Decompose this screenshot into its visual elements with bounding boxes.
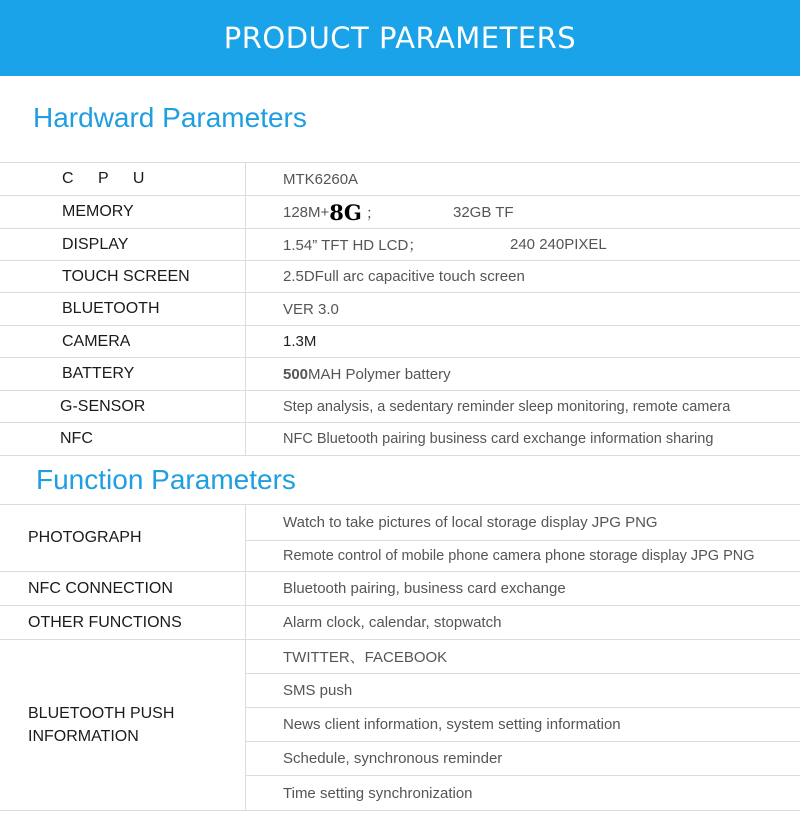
page-title: PRODUCT PARAMETERS bbox=[223, 21, 577, 55]
memory-ram-highlight: 8G bbox=[329, 199, 362, 225]
other-functions-label: OTHER FUNCTIONS bbox=[28, 613, 182, 631]
display-size: 1.54” TFT HD LCD； bbox=[283, 237, 424, 254]
camera-label: CAMERA bbox=[62, 332, 131, 350]
header-banner bbox=[0, 0, 800, 76]
memory-ram-prefix: 128M+ bbox=[283, 203, 330, 221]
bluetooth-push-item: SMS push bbox=[283, 682, 353, 699]
bluetooth-push-item: Time setting synchronization bbox=[283, 784, 473, 802]
nfc-label: NFC bbox=[60, 430, 93, 447]
display-label: DISPLAY bbox=[62, 235, 129, 253]
touch-screen-value: 2.5DFull arc capacitive touch screen bbox=[283, 268, 525, 285]
camera-value: 1.3M bbox=[283, 333, 317, 350]
touch-screen-label: TOUCH SCREEN bbox=[62, 267, 190, 285]
function-section-title: Function Parameters bbox=[36, 464, 296, 495]
column-divider bbox=[245, 504, 246, 810]
other-functions-value: Alarm clock, calendar, stopwatch bbox=[283, 614, 502, 631]
divider bbox=[0, 455, 800, 456]
cpu-label: C P U bbox=[62, 170, 155, 187]
photograph-item: Remote control of mobile phone camera phone storage display JPG PNG bbox=[283, 548, 755, 564]
g-sensor-value: Step analysis, a sedentary reminder sleep monitoring, remote camera bbox=[283, 398, 731, 415]
bluetooth-push-label bbox=[28, 640, 174, 810]
bluetooth-push-item: Schedule, synchronous reminder bbox=[283, 750, 503, 767]
display-value bbox=[283, 229, 798, 260]
display-resolution: 240 240PIXEL bbox=[510, 236, 607, 253]
column-divider bbox=[245, 162, 246, 455]
memory-value bbox=[283, 196, 798, 228]
g-sensor-label: G-SENSOR bbox=[60, 397, 146, 415]
hardware-section-title: Hardward Parameters bbox=[33, 102, 307, 133]
battery-capacity: 500 bbox=[283, 365, 309, 383]
bluetooth-push-label-line: INFORMATION bbox=[28, 728, 139, 745]
bluetooth-push-label-line: BLUETOOTH PUSH bbox=[28, 705, 175, 722]
photograph-item: Watch to take pictures of local storage display JPG PNG bbox=[283, 514, 658, 531]
bluetooth-push-item: News client information, system setting information bbox=[283, 716, 621, 733]
memory-separator: ； bbox=[365, 204, 381, 222]
bluetooth-push-item: TWITTER、FACEBOOK bbox=[283, 649, 448, 666]
cpu-value: MTK6260A bbox=[283, 170, 359, 188]
nfc-connection-label: NFC CONNECTION bbox=[28, 579, 173, 597]
divider bbox=[0, 810, 800, 811]
bluetooth-label: BLUETOOTH bbox=[62, 300, 160, 317]
memory-storage: 32GB TF bbox=[453, 203, 514, 221]
nfc-value: NFC Bluetooth pairing business card exchange information sharing bbox=[283, 431, 714, 447]
battery-label: BATTERY bbox=[62, 365, 135, 382]
bluetooth-value: VER 3.0 bbox=[283, 300, 339, 318]
memory-label: MEMORY bbox=[62, 203, 134, 220]
battery-value bbox=[283, 358, 798, 390]
photograph-label: PHOTOGRAPH bbox=[28, 529, 142, 546]
battery-suffix: MAH Polymer battery bbox=[308, 365, 451, 383]
nfc-connection-value: Bluetooth pairing, business card exchange bbox=[283, 580, 566, 597]
